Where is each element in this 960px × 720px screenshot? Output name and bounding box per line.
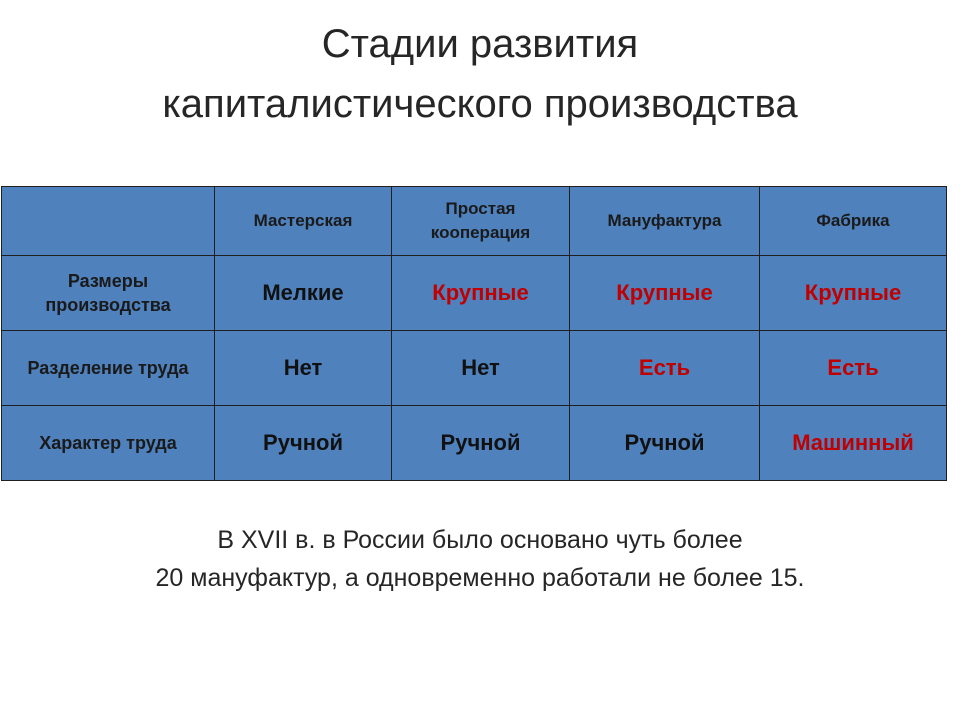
table-cell: Есть xyxy=(760,331,947,406)
table-cell: Крупные xyxy=(392,256,570,331)
row-label-kharakter: Характер труда xyxy=(2,406,215,481)
title-line-1: Стадии развития xyxy=(321,22,639,66)
table-cell: Крупные xyxy=(760,256,947,331)
table-cell: Ручной xyxy=(215,406,392,481)
table-cell: Ручной xyxy=(570,406,760,481)
table-cell: Машинный xyxy=(760,406,947,481)
table-row xyxy=(2,331,947,406)
table-cell: Ручной xyxy=(392,406,570,481)
title-line-2: капиталистического производства xyxy=(162,82,798,126)
stages-table xyxy=(1,186,947,481)
header-fabrika: Фабрика xyxy=(760,187,947,256)
row-label-razdelenie: Разделение труда xyxy=(2,331,215,406)
table-cell: Есть xyxy=(570,331,760,406)
table-cell: Крупные xyxy=(570,256,760,331)
note-line-2: 20 мануфактур, а одновременно работали не более 15. xyxy=(155,564,805,592)
note-line-1: В XVII в. в России было основано чуть более xyxy=(217,526,743,554)
header-prostaya-kooperatsiya: Простая кооперация xyxy=(392,187,570,256)
table-header-row xyxy=(2,187,947,256)
table-row xyxy=(2,406,947,481)
footnote-text xyxy=(0,521,960,597)
table-row xyxy=(2,256,947,331)
header-manufaktura: Мануфактура xyxy=(570,187,760,256)
table-cell: Мелкие xyxy=(215,256,392,331)
header-masterskaya: Мастерская xyxy=(215,187,392,256)
table-cell: Нет xyxy=(392,331,570,406)
row-label-razmery: Размеры производства xyxy=(2,256,215,331)
header-corner-cell xyxy=(2,187,215,256)
table-cell: Нет xyxy=(215,331,392,406)
slide-title xyxy=(0,14,960,134)
